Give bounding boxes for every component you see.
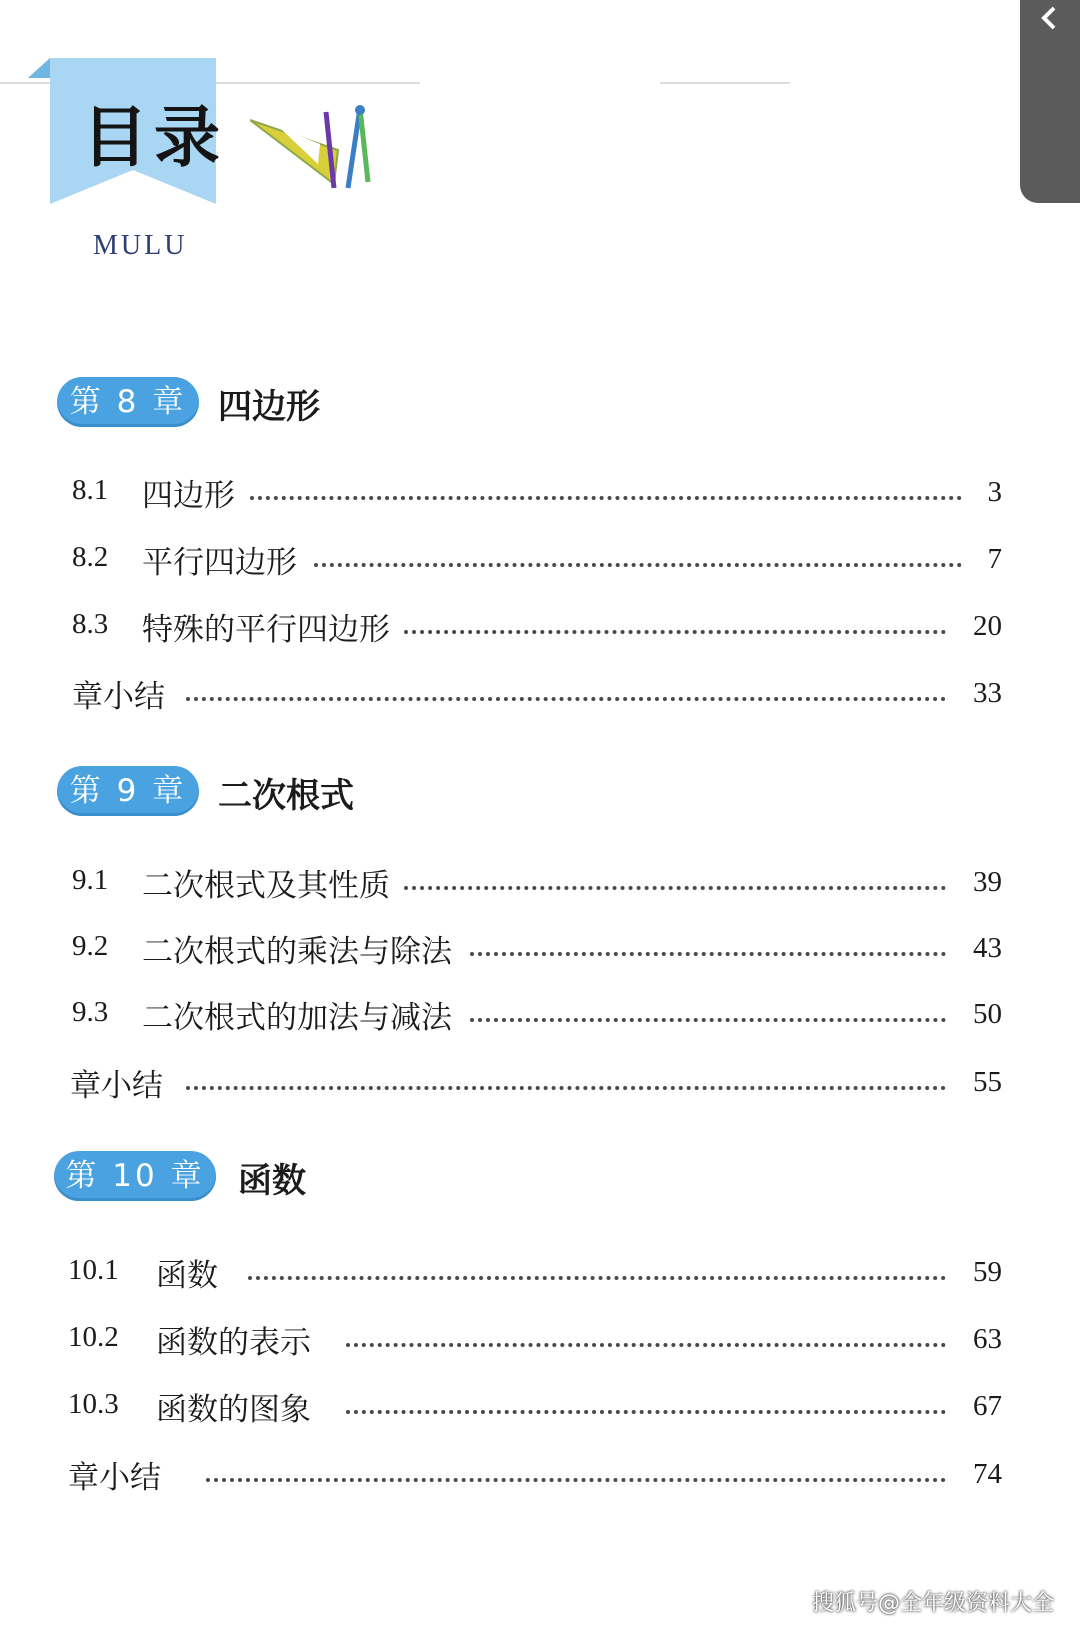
chapter-title: 四边形 xyxy=(218,387,320,427)
section-title: 二次根式的加法与减法 xyxy=(142,1000,452,1036)
section-title: 平行四边形 xyxy=(142,545,297,581)
dot-leader xyxy=(206,1478,946,1482)
page-number: 39 xyxy=(973,866,1002,898)
watermark: 搜狐号@全年级资料大全 xyxy=(811,1591,1054,1616)
dot-leader xyxy=(470,1018,946,1022)
dot-leader xyxy=(314,563,962,567)
toc-entry[interactable] xyxy=(0,1382,1080,1428)
toc-entry[interactable] xyxy=(0,669,1080,715)
toc-entry[interactable] xyxy=(0,535,1080,581)
section-number: 10.2 xyxy=(68,1321,119,1353)
chapter-header xyxy=(0,371,1080,431)
section-number: 8.2 xyxy=(72,541,109,573)
page-number: 43 xyxy=(973,932,1002,964)
dot-leader xyxy=(346,1343,946,1347)
section-title: 函数的表示 xyxy=(156,1325,311,1361)
dot-leader xyxy=(404,630,946,634)
dot-leader xyxy=(404,886,946,890)
section-number: 9.1 xyxy=(72,864,109,896)
section-title: 函数 xyxy=(156,1258,218,1294)
page-number: 33 xyxy=(973,677,1002,709)
section-number: 10.3 xyxy=(68,1388,119,1420)
page-number: 63 xyxy=(973,1323,1002,1355)
section-title: 函数的图象 xyxy=(156,1392,311,1428)
section-title: 二次根式及其性质 xyxy=(142,868,390,904)
page-number: 50 xyxy=(973,998,1002,1030)
section-title: 四边形 xyxy=(142,478,235,514)
page-number: 67 xyxy=(973,1390,1002,1422)
section-title: 章小结 xyxy=(72,679,165,715)
toc-entry[interactable] xyxy=(0,1315,1080,1361)
page-number: 3 xyxy=(987,476,1002,508)
page-number: 74 xyxy=(973,1458,1002,1490)
chapter-title: 函数 xyxy=(238,1161,306,1201)
top-divider xyxy=(660,82,790,84)
chapter-badge: 第 9 章 xyxy=(57,766,199,816)
chapter-badge: 第 10 章 xyxy=(54,1151,216,1201)
page-number: 55 xyxy=(973,1066,1002,1098)
ruler-compass-icon xyxy=(250,102,390,202)
page-number: 20 xyxy=(973,610,1002,642)
page-number: 7 xyxy=(987,543,1002,575)
toc-entry[interactable] xyxy=(0,990,1080,1036)
dot-leader xyxy=(470,952,946,956)
dot-leader xyxy=(186,697,946,701)
section-number: 9.2 xyxy=(72,930,109,962)
section-title: 章小结 xyxy=(70,1068,163,1104)
chapter-header xyxy=(0,760,1080,820)
dot-leader xyxy=(248,1276,946,1280)
section-title: 特殊的平行四边形 xyxy=(142,612,390,648)
toc-entry[interactable] xyxy=(0,924,1080,970)
section-title: 章小结 xyxy=(68,1460,161,1496)
section-title: 二次根式的乘法与除法 xyxy=(142,934,452,970)
chapter-badge: 第 8 章 xyxy=(57,377,199,427)
back-tab[interactable] xyxy=(1020,0,1080,203)
toc-entry[interactable] xyxy=(0,468,1080,514)
section-number: 10.1 xyxy=(68,1254,119,1286)
dot-leader xyxy=(346,1410,946,1414)
toc-entry[interactable] xyxy=(0,1248,1080,1294)
section-number: 8.3 xyxy=(72,608,109,640)
dot-leader xyxy=(250,496,962,500)
section-number: 8.1 xyxy=(72,474,109,506)
chapter-header xyxy=(0,1145,1080,1205)
toc-entry[interactable] xyxy=(0,1450,1080,1496)
page-title: 目录 xyxy=(82,99,226,176)
toc-entry[interactable] xyxy=(0,602,1080,648)
chevron-left-icon[interactable] xyxy=(1038,6,1062,30)
section-number: 9.3 xyxy=(72,996,109,1028)
dot-leader xyxy=(186,1086,946,1090)
toc-entry[interactable] xyxy=(0,858,1080,904)
toc-entry[interactable] xyxy=(0,1058,1080,1104)
page-subtitle: MULU xyxy=(93,230,188,261)
chapter-title: 二次根式 xyxy=(218,776,354,816)
page-number: 59 xyxy=(973,1256,1002,1288)
